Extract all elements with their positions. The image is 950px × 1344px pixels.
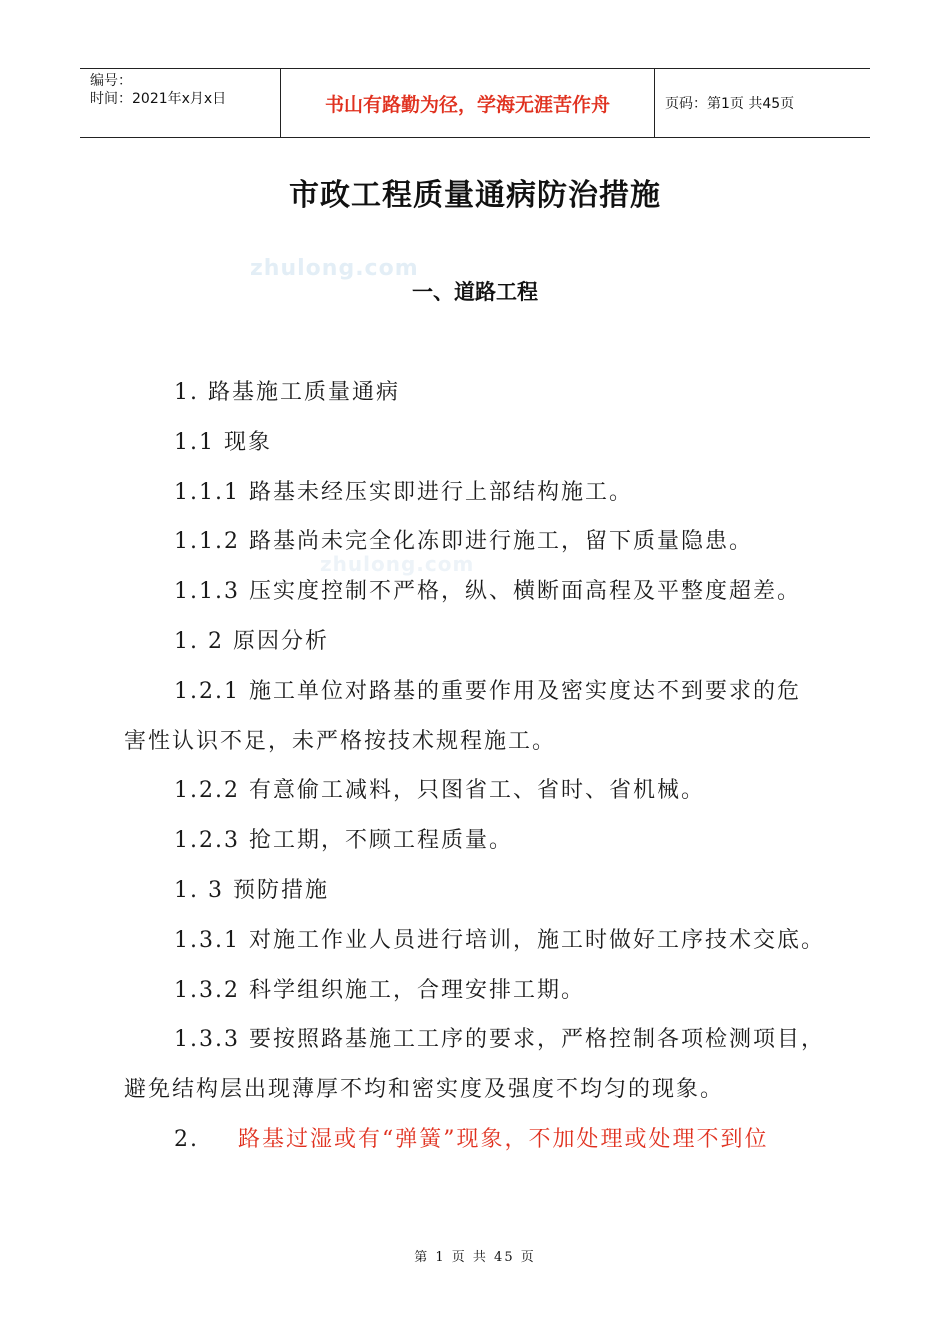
paragraph-1: 1. 路基施工质量通病 [174, 380, 400, 405]
paragraph-1-2: 1. 2 原因分析 [174, 628, 329, 654]
section-title: 一、道路工程 [412, 280, 538, 304]
paragraph-1-3-1: 1.3.1 对施工作业人员进行培训，施工时做好工序技术交底。 [174, 927, 825, 953]
paragraph-1-2-1: 1.2.1 施工单位对路基的重要作用及密实度达不到要求的危 [174, 678, 801, 704]
paragraph-1-3-3: 1.3.3 要按照路基施工工序的要求，严格控制各项检测项目， [174, 1027, 825, 1053]
paragraph-1-2-3: 1.2.3 抢工期，不顾工程质量。 [174, 828, 513, 854]
paragraph-1-1-1: 1.1.1 路基未经压实即进行上部结构施工。 [174, 479, 633, 505]
paragraph-1-1-2: 1.1.2 路基尚未完全化冻即进行施工，留下质量隐患。 [174, 529, 753, 555]
heading-2-text: 路基过湿或有“弹簧”现象，不加处理或处理不到位 [238, 1126, 769, 1152]
paragraph-1-1-3: 1.1.3 压实度控制不严格，纵、横断面高程及平整度超差。 [174, 579, 801, 605]
header-table [80, 68, 870, 138]
watermark-middle: zhulong.com [320, 552, 475, 576]
header-left-cell [80, 69, 281, 137]
watermark-top: zhulong.com [250, 256, 419, 281]
number-label: 编号： [90, 73, 132, 89]
paragraph-1-3-3-cont: 避免结构层出现薄厚不均和密实度及强度不均匀的现象。 [124, 1077, 725, 1103]
heading-2-number: 2. [174, 1126, 199, 1152]
paragraph-1-3: 1. 3 预防措施 [174, 877, 329, 903]
paragraph-1-3-2: 1.3.2 科学组织施工，合理安排工期。 [174, 977, 585, 1003]
heading-2 [124, 1115, 844, 1165]
time-label: 时间：2021年x月x日 [90, 91, 227, 107]
document-title: 市政工程质量通病防治措施 [289, 178, 661, 213]
paragraph-1-2-2: 1.2.2 有意偷工减料，只图省工、省时、省机械。 [174, 778, 705, 804]
paragraph-1-2-1-cont: 害性认识不足，未严格按技术规程施工。 [124, 728, 557, 754]
page-footer: 第 1 页 共 45 页 [414, 1250, 536, 1265]
header-motto: 书山有路勤为径，学海无涯苦作舟 [281, 69, 655, 137]
header-page-info: 页码：第1页 共45页 [665, 96, 795, 112]
document-body [124, 368, 844, 1165]
paragraph-1-1: 1.1 现象 [174, 429, 272, 455]
